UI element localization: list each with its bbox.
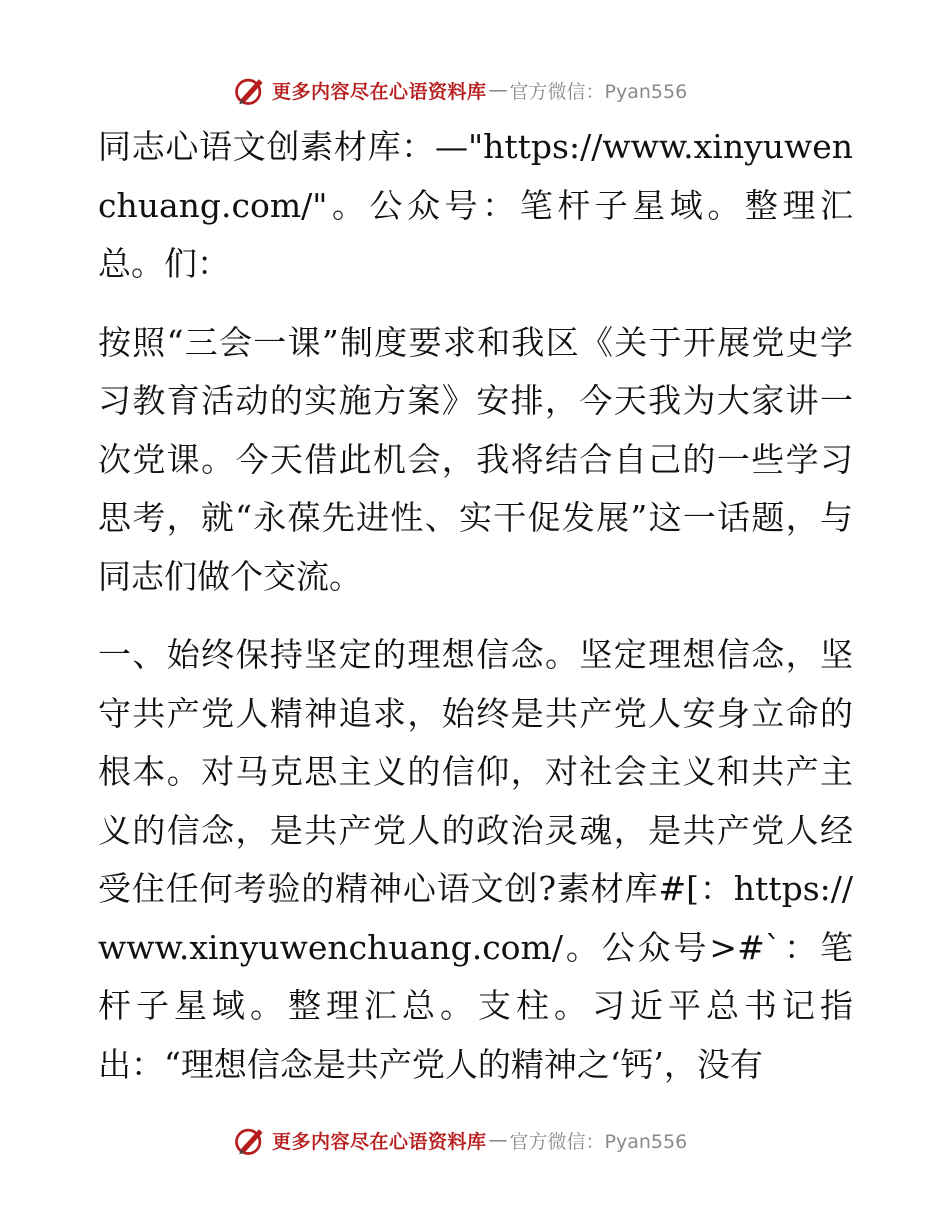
paragraph-section-one: 一、始终保持坚定的理想信念。坚定理想信念，坚守共产党人精神追求，始终是共产党人安身立命的根本。对马克思主义的信仰，对社会主义和共产主义的信念，是共产党人的政治灵魂，是共产党人经受住任何考验的精神心语文创?素材库#[：https://www.xinyuwenchuang.com/。公众号>#`：笔杆子星域。整理汇总。支柱。习近平总书记指出：“理想信念是共产党人的精神之‘钙’，没有 [98,635,853,1084]
banner-separator: — [488,1129,508,1151]
document-body [98,118,853,1094]
pen-logo-icon [232,1122,268,1158]
header-watermark-banner [232,70,687,110]
banner-promo-text: 更多内容尽在心语资料库 [272,80,487,103]
banner-contact-text: 官方微信：Pyan556 [509,80,688,103]
paragraph-intro: 同志心语文创素材库：—"https://www.xinyuwenchuang.com/"。公众号：笔杆子星域。整理汇总。们： [98,127,853,283]
banner-promo-text: 更多内容尽在心语资料库 [272,1130,487,1153]
banner-separator: — [488,79,508,101]
pen-logo-icon [232,72,268,108]
paragraph-opening: 按照“三会一课”制度要求和我区《关于开展党史学习教育活动的实施方案》安排，今天我为大家讲一次党课。今天借此机会，我将结合自己的一些学习思考，就“永葆先进性、实干促发展”这一话题，与同志们做个交流。 [98,322,853,596]
banner-contact-text: 官方微信：Pyan556 [509,1130,688,1153]
footer-watermark-banner [232,1120,687,1160]
